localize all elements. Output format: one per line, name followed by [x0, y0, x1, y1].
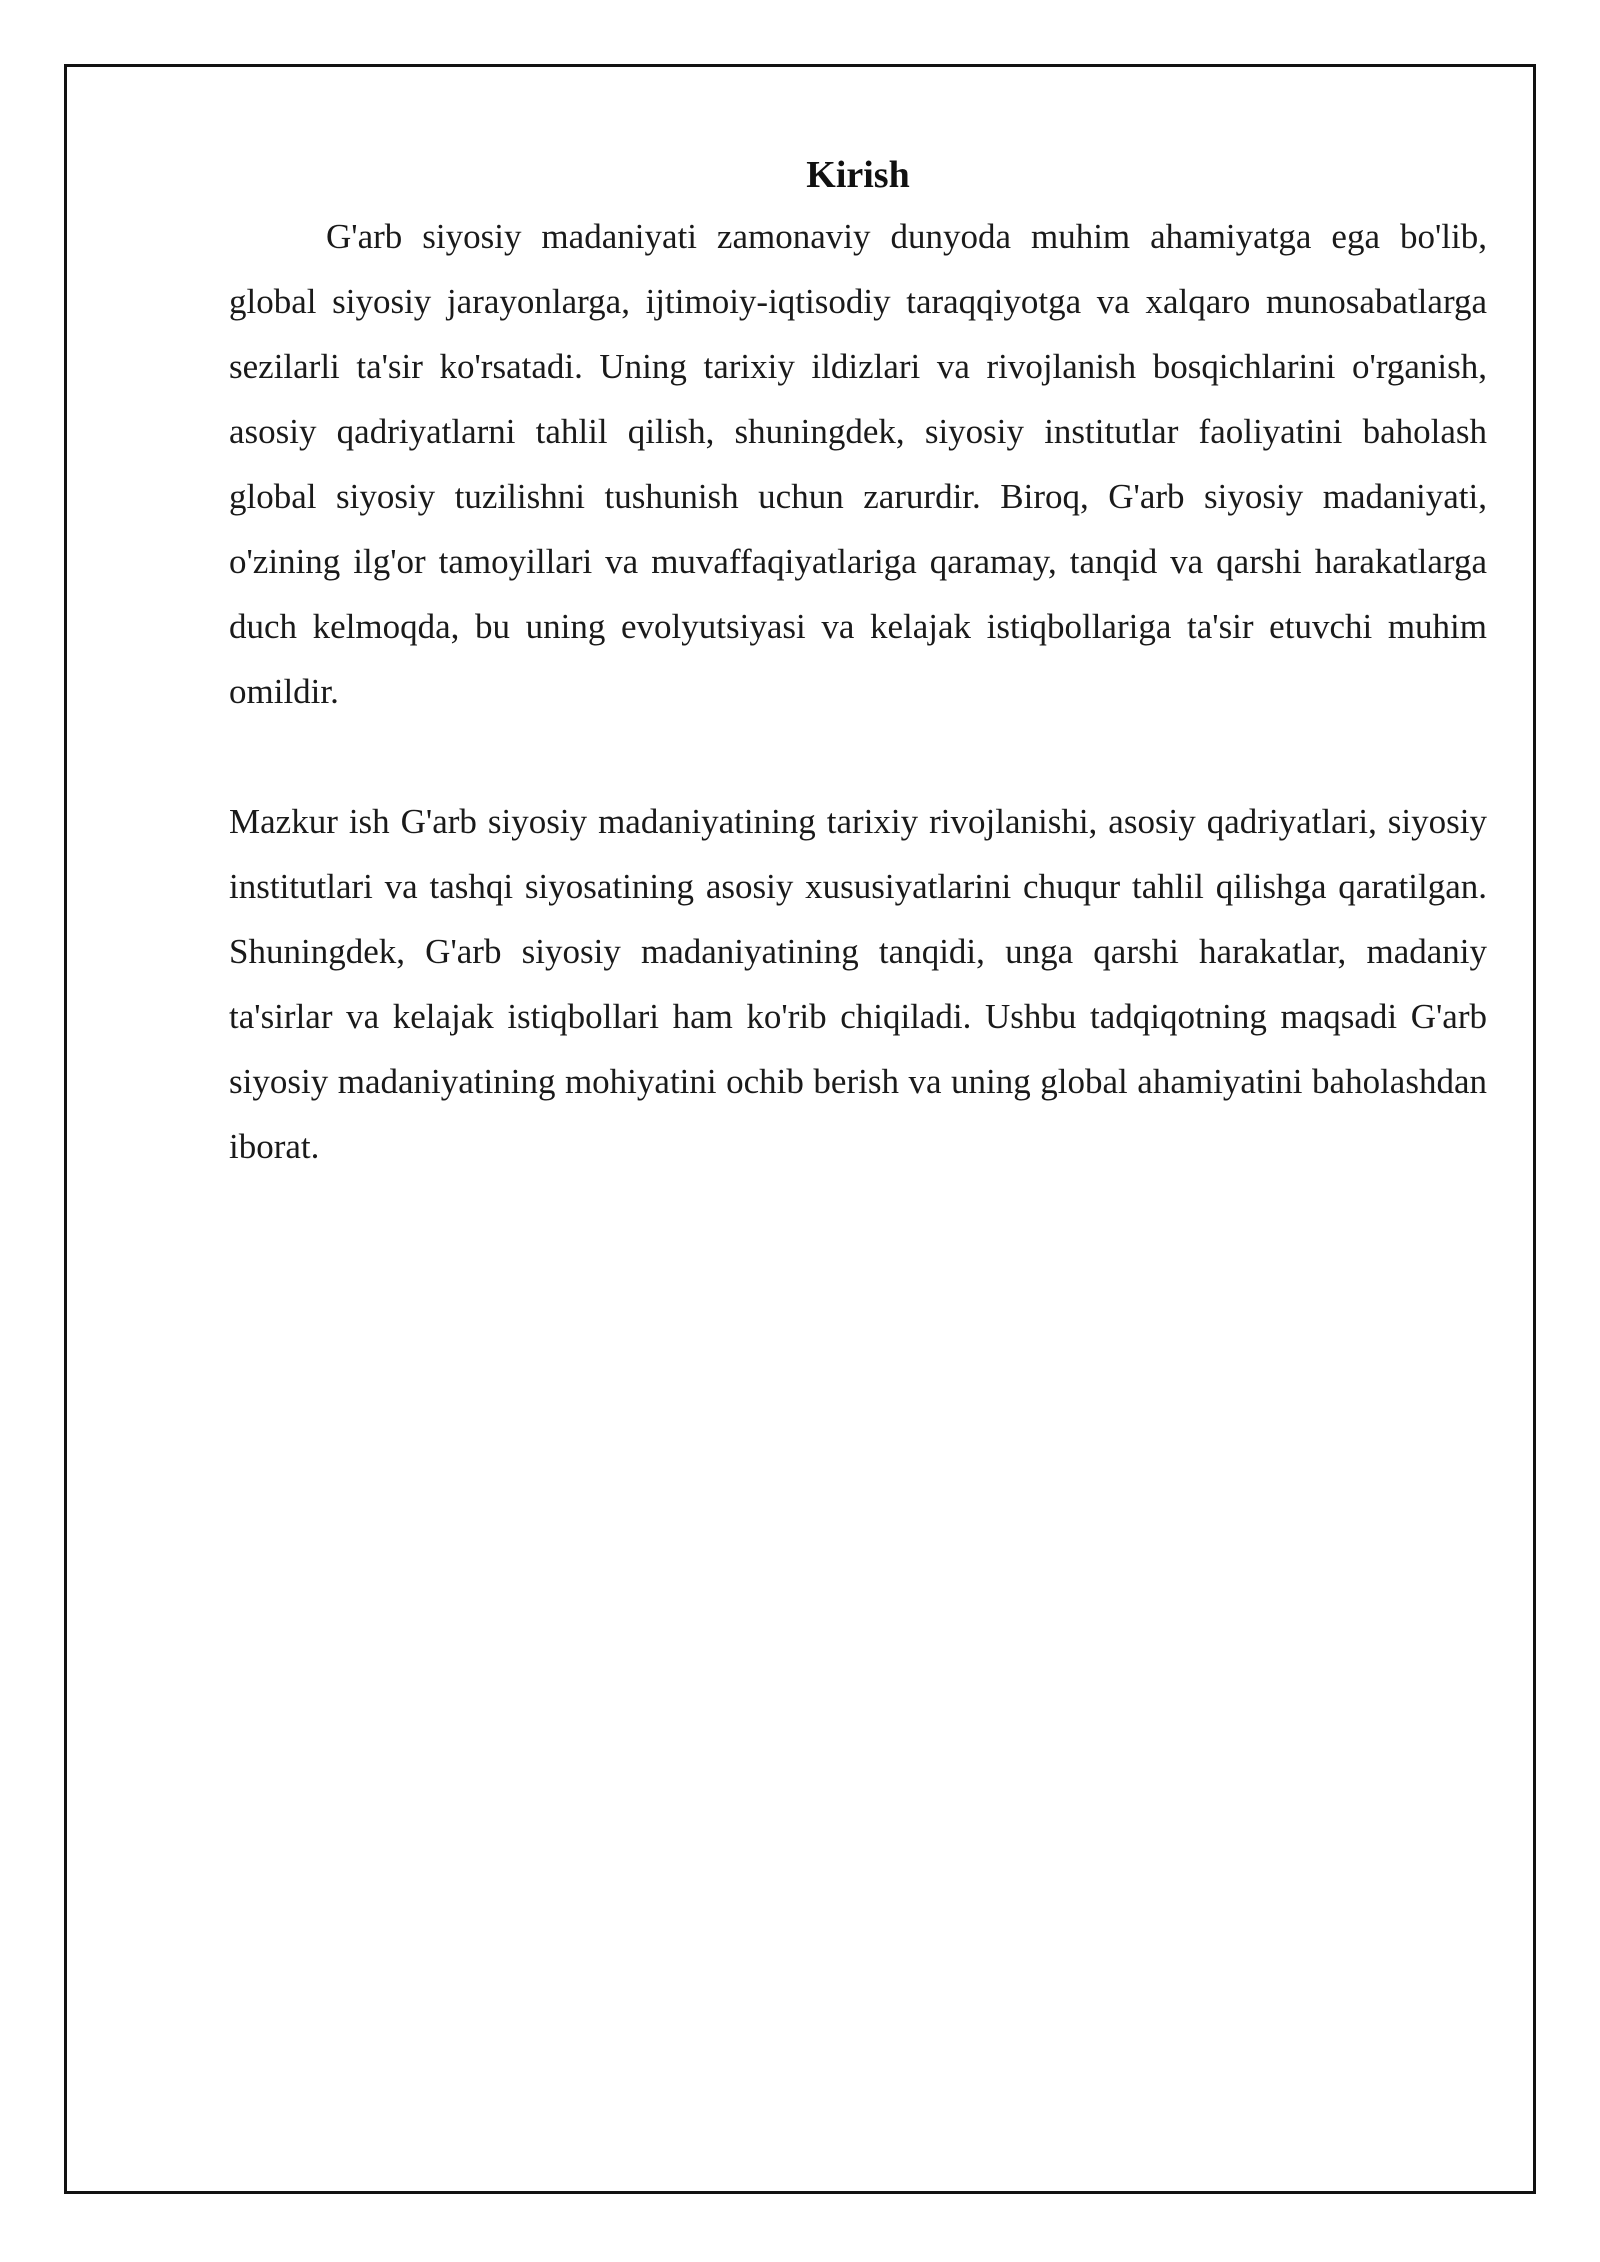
- intro-paragraph-2: Mazkur ish G'arb siyosiy madaniyatining tarixiy rivojlanishi, asosiy qadriyatlari, siyosiy institutlari va tashqi siyosatining asosiy xususiyatlarini chuqur tahlil qilishga qaratilgan. Shuningdek, G'arb siyosiy madaniyatining tanqidi, unga qarshi harakatlar, madaniy ta'sirlar va kelajak istiqbollari ham ko'rib chiqiladi. Ushbu tadqiqotning maqsadi G'arb siyosiy madaniyatining mohiyatini ochib berish va uning global ahamiyatini baholashdan iborat.: [229, 802, 1487, 1166]
- document-body: [229, 150, 1487, 1179]
- intro-paragraph-1: G'arb siyosiy madaniyati zamonaviy dunyoda muhim ahamiyatga ega bo'lib, global siyosiy jarayonlarga, ijtimoiy-iqtisodiy taraqqiyotga va xalqaro munosabatlarga sezilarli ta'sir ko'rsatadi. Uning tarixiy ildizlari va rivojlanish bosqichlarini o'rganish, asosiy qadriyatlarni tahlil qilish, shuningdek, siyosiy institutlar faoliyatini baholash global siyosiy tuzilishni tushunish uchun zarurdir. Biroq, G'arb siyosiy madaniyati, o'zining ilg'or tamoyillari va muvaffaqiyatlariga qaramay, tanqid va qarshi harakatlarga duch kelmoqda, bu uning evolyutsiyasi va kelajak istiqbollariga ta'sir etuvchi muhim omildir.: [229, 217, 1487, 711]
- document-title: Kirish: [806, 154, 910, 196]
- paragraph-spacer: [229, 724, 1487, 789]
